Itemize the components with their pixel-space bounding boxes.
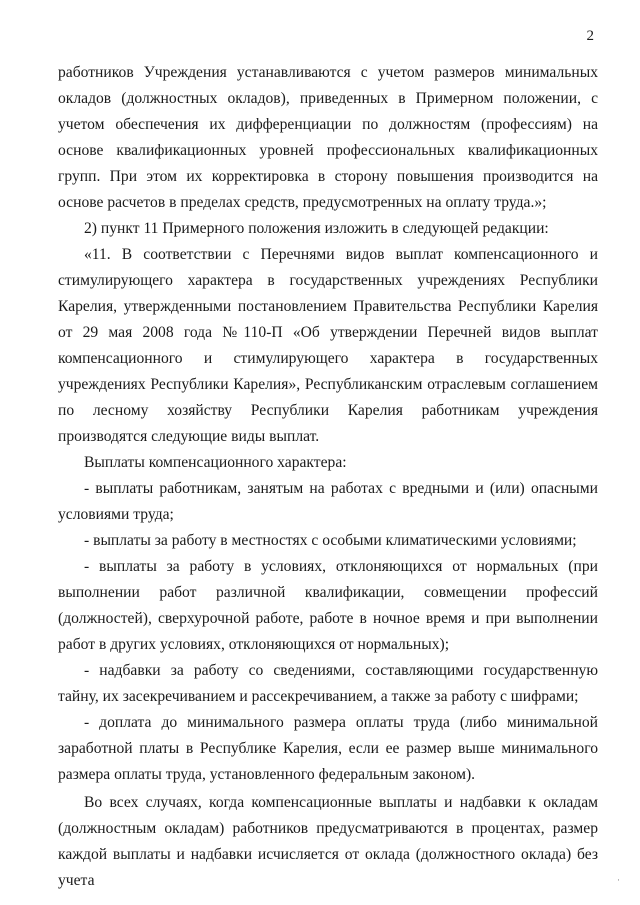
paragraph-clause-11: «11. В соответствии с Перечнями видов выплат компенсационного и стимулирующего характера в государственных учреждениях Республики Карелия, утвержденными постановлением Правительства Республики Карелия от 29 мая 2008 года №110-П «Об утверждении Перечней видов выплат компенсационного и стимулирующего характера в государственных учреждениях Республики Карелия», Республиканским отраслевым соглашением по лесному хозяйству Республики Карелия работникам учреждения производятся следующие виды выплат.: [58, 246, 598, 445]
list-item-abnormal-conditions: - выплаты за работу в условиях, отклоняющихся от нормальных (при выполнении работ различной квалификации, совмещении профессий (должностей), сверхурочной работе, работе в ночное время и при выполнении работ в других условиях, отклоняющихся от нормальных);: [58, 558, 598, 653]
page-number: 2: [586, 28, 594, 44]
paragraph-item-2: 2) пункт 11 Примерного положения изложить в следующей редакции:: [84, 220, 549, 237]
list-item-hazardous-conditions: - выплаты работникам, занятым на работах с вредными и (или) опасными условиями труда;: [58, 480, 598, 523]
list-item-state-secret: - надбавки за работу со сведениями, составляющими государственную тайну, их засекречиванием и рассекречиванием, а также за работу с шифрами;: [58, 662, 598, 705]
scan-mark: ·: [617, 875, 620, 885]
paragraph-percentage-calculation: Во всех случаях, когда компенсационные выплаты и надбавки к окладам (должностным окладам) работников предусматриваются в процентах, размер каждой выплаты и надбавки исчисляется от оклада (должностного оклада) без учета: [58, 794, 598, 889]
list-item-climatic-conditions: - выплаты за работу в местностях с особыми климатическими условиями;: [84, 532, 577, 549]
paragraph-compensation-heading: Выплаты компенсационного характера:: [84, 454, 347, 471]
paragraph-continuation: работников Учреждения устанавливаются с учетом размеров минимальных окладов (должностных окладов), приведенных в Примерном положении, с учетом обеспечения их дифференциации по должностям (профессиям) на основе квалификационных уровней профессиональных квалификационных групп. При этом их корректировка в сторону повышения производится на основе расчетов в пределах средств, предусмотренных на оплату труда.»;: [58, 64, 598, 211]
list-item-minimum-wage: - доплата до минимального размера оплаты труда (либо минимальной заработной платы в Республике Карелия, если ее размер выше минимального размера оплаты труда, установленного федеральным законом).: [58, 714, 598, 783]
document-body: [58, 60, 598, 894]
